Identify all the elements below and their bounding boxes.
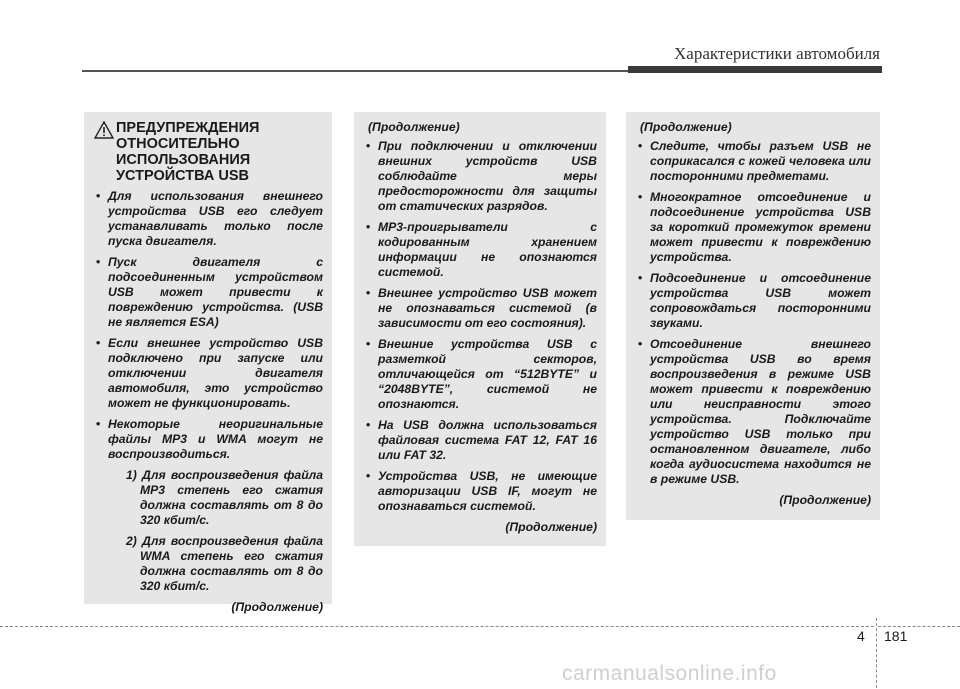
list-item: • Устройства USB, не имеющие авторизации USB IF, могут не опознаваться системой.	[366, 469, 597, 513]
watermark: carmanualsonline.info	[562, 662, 777, 685]
footer-rule	[0, 626, 874, 627]
footer-rule	[878, 626, 960, 627]
warning-icon	[94, 121, 116, 144]
continued-label: (Продолжение)	[368, 120, 460, 134]
header-bar	[628, 66, 882, 73]
warning-box-col2	[354, 112, 606, 546]
sub-item: 2) Для воспроизведения файла WMA степень его сжатия должна составлять от 8 до 320 кбит/с.	[126, 534, 323, 593]
list-item: • Следите, чтобы разъем USB не соприкасался с кожей человека или посторонними предметами.	[638, 139, 871, 183]
warning-heading	[94, 120, 323, 184]
continued-label: (Продолжение)	[779, 493, 871, 507]
page-header-title: Характеристики автомобиля	[674, 44, 880, 63]
list-item: • Пуск двигателя с подсоединенным устройством USB может привести к повреждению устройства. (USB не является ESA)	[96, 255, 323, 329]
continued-label: (Продолжение)	[505, 520, 597, 534]
list-item: • Отсоединение внешнего устройства USB во время воспроизведения в режиме USB может привести к повреждению или неисправности этого устройства. Подключайте устройство USB только при остановленном двигателе, либо когда аудиосистема находится не в режиме USB.	[638, 337, 871, 486]
list-item: • Некоторые неоригинальные файлы MP3 и WMA могут не воспроизводиться.	[96, 417, 323, 461]
list-item: • Внешнее устройство USB может не опознаваться системой (в зависимости от его состояния).	[366, 286, 597, 330]
list-item: • Для использования внешнего устройства USB его следует устанавливать только после пуска двигателя.	[96, 189, 323, 248]
list-item: • Подсоединение и отсоединение устройства USB может сопровождаться посторонними звуками.	[638, 271, 871, 330]
list-item: • При подключении и отключении внешних устройств USB соблюдайте меры предосторожности для защиты от статических разрядов.	[366, 139, 597, 213]
list-item: • MP3-проигрыватели с кодированным хранением информации не опознаются системой.	[366, 220, 597, 279]
chapter-number: 4	[857, 628, 865, 644]
sub-item: 1) Для воспроизведения файла MP3 степень его сжатия должна составлять от 8 до 320 кбит/с.	[126, 468, 323, 527]
warning-title: ПРЕДУПРЕЖДЕНИЯ ОТНОСИТЕЛЬНО ИСПОЛЬЗОВАНИЯ УСТРОЙСТВА USB	[116, 120, 260, 184]
warning-box-col1	[84, 112, 332, 614]
list-item: • Если внешнее устройство USB подключено при запуске или отключении двигателя автомобиля, это устройство может не функционировать.	[96, 336, 323, 410]
page-number: 181	[884, 628, 908, 644]
footer-divider	[876, 618, 877, 688]
warning-box-col3	[626, 112, 880, 520]
list-item: • На USB должна использоваться файловая система FAT 12, FAT 16 или FAT 32.	[366, 418, 597, 462]
continued-label: (Продолжение)	[231, 600, 323, 614]
list-item: • Внешние устройства USB с разметкой секторов, отличающейся от “512BYTE” и “2048BYTE”, системой не опознаются.	[366, 337, 597, 411]
continued-label: (Продолжение)	[640, 120, 732, 134]
list-item: • Многократное отсоединение и подсоединение устройства USB за короткий промежуток времени может привести к повреждению устройства.	[638, 190, 871, 264]
